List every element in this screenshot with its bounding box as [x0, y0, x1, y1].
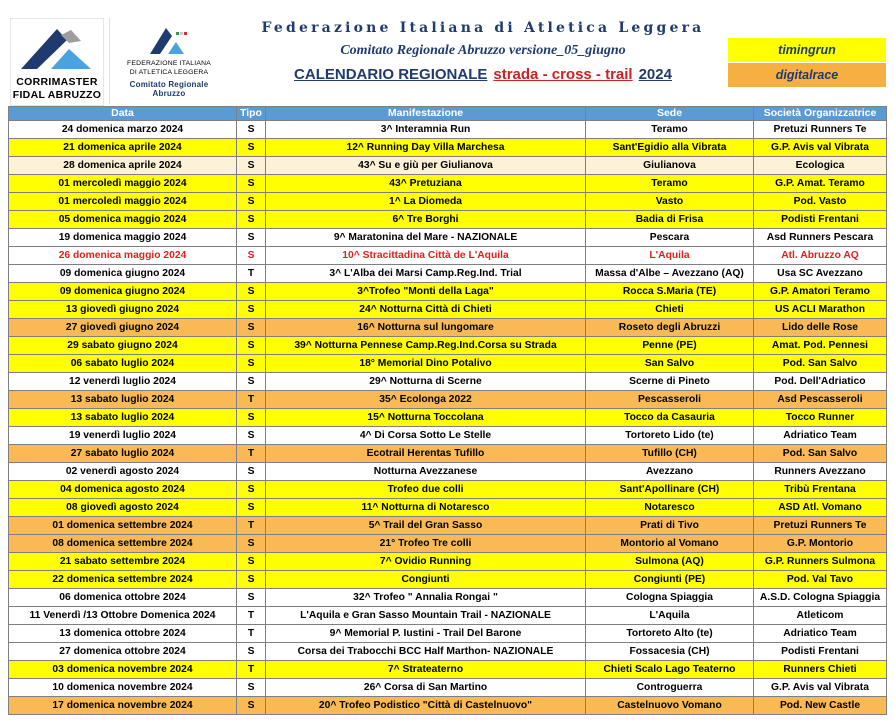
table-row: [9, 517, 887, 535]
cell-societa: G.P. Runners Sulmona: [754, 553, 887, 571]
cell-tipo: S: [237, 319, 266, 337]
cell-data: 13 domenica ottobre 2024: [9, 625, 237, 643]
cell-data: 13 sabato luglio 2024: [9, 391, 237, 409]
cell-manifestazione: 12^ Running Day Villa Marchesa: [266, 139, 586, 157]
cell-manifestazione: 26^ Corsa di San Martino: [266, 679, 586, 697]
cell-tipo: S: [237, 121, 266, 139]
cell-societa: Pretuzi Runners Te: [754, 517, 887, 535]
cell-sede: Montorio al Vomano: [586, 535, 754, 553]
cell-manifestazione: 3^ Interamnia Run: [266, 121, 586, 139]
cell-sede: L'Aquila: [586, 247, 754, 265]
cell-tipo: S: [237, 427, 266, 445]
cell-sede: Chieti Scalo Lago Teaterno: [586, 661, 754, 679]
cell-data: 06 sabato luglio 2024: [9, 355, 237, 373]
cell-societa: Lido delle Rose: [754, 319, 887, 337]
calendar-table: [8, 106, 887, 715]
timingrun-tag: timingrun: [728, 38, 886, 62]
cell-tipo: S: [237, 355, 266, 373]
table-row: [9, 571, 887, 589]
cell-data: 09 domenica giugno 2024: [9, 283, 237, 301]
cell-sede: Controguerra: [586, 679, 754, 697]
cell-tipo: S: [237, 247, 266, 265]
cell-societa: Asd Runners Pescara: [754, 229, 887, 247]
cell-sede: Tortoreto Lido (te): [586, 427, 754, 445]
table-row: [9, 355, 887, 373]
table-row: [9, 229, 887, 247]
cell-tipo: T: [237, 445, 266, 463]
mountain-logo-icon: [11, 21, 103, 77]
calendar-title-year: 2024: [638, 66, 672, 83]
cell-manifestazione: 21° Trofeo Tre colli: [266, 535, 586, 553]
table-row: [9, 427, 887, 445]
table-row: [9, 319, 887, 337]
cell-data: 19 domenica maggio 2024: [9, 229, 237, 247]
cell-sede: Scerne di Pineto: [586, 373, 754, 391]
table-row: [9, 553, 887, 571]
cell-sede: Teramo: [586, 121, 754, 139]
cell-data: 21 sabato settembre 2024: [9, 553, 237, 571]
cell-manifestazione: 11^ Notturna di Notaresco: [266, 499, 586, 517]
cell-manifestazione: 29^ Notturna di Scerne: [266, 373, 586, 391]
logo-line-2: FIDAL ABRUZZO: [12, 89, 102, 101]
cell-data: 01 mercoledì maggio 2024: [9, 193, 237, 211]
fidal-logo: [109, 18, 222, 104]
column-header-tipo: Tipo: [237, 107, 266, 121]
column-header-manifestazione: Manifestazione: [266, 107, 586, 121]
cell-societa: Pod. Dell'Adriatico: [754, 373, 887, 391]
cell-data: 26 domenica maggio 2024: [9, 247, 237, 265]
cell-societa: Asd Pescasseroli: [754, 391, 887, 409]
table-row: [9, 175, 887, 193]
fidal-emblem-icon: [110, 20, 222, 58]
cell-tipo: S: [237, 553, 266, 571]
cell-manifestazione: 15^ Notturna Toccolana: [266, 409, 586, 427]
table-row: [9, 157, 887, 175]
cell-sede: Giulianova: [586, 157, 754, 175]
cell-tipo: T: [237, 661, 266, 679]
cell-societa: Atl. Abruzzo AQ: [754, 247, 887, 265]
cell-societa: Pod. Val Tavo: [754, 571, 887, 589]
cell-sede: Cologna Spiaggia: [586, 589, 754, 607]
corrimaster-logo: [10, 18, 104, 106]
cell-data: 12 venerdì luglio 2024: [9, 373, 237, 391]
cell-sede: Badia di Frisa: [586, 211, 754, 229]
cell-sede: Avezzano: [586, 463, 754, 481]
cell-data: 13 giovedì giugno 2024: [9, 301, 237, 319]
cell-data: 04 domenica agosto 2024: [9, 481, 237, 499]
cell-tipo: S: [237, 679, 266, 697]
cell-societa: Podisti Frentani: [754, 643, 887, 661]
column-header-data: Data: [9, 107, 237, 121]
cell-manifestazione: L'Aquila e Gran Sasso Mountain Trail - NAZIONALE: [266, 607, 586, 625]
table-row: [9, 463, 887, 481]
federation-title: Federazione Italiana di Atletica Leggera: [261, 20, 705, 36]
cell-societa: G.P. Amatori Teramo: [754, 283, 887, 301]
table-row: [9, 283, 887, 301]
table-row: [9, 121, 887, 139]
cell-sede: Tocco da Casauria: [586, 409, 754, 427]
cell-data: 06 domenica ottobre 2024: [9, 589, 237, 607]
table-row: [9, 625, 887, 643]
table-row: [9, 139, 887, 157]
cell-data: 19 venerdì luglio 2024: [9, 427, 237, 445]
cell-tipo: S: [237, 211, 266, 229]
cell-societa: Pod. San Salvo: [754, 445, 887, 463]
cell-societa: Atleticom: [754, 607, 887, 625]
cell-manifestazione: 1^ La Diomeda: [266, 193, 586, 211]
cell-manifestazione: Notturna Avezzanese: [266, 463, 586, 481]
cell-tipo: S: [237, 139, 266, 157]
digitalrace-tag: digitalrace: [728, 63, 886, 87]
column-header-societa: Società Organizzatrice: [754, 107, 887, 121]
cell-societa: ASD Atl. Vomano: [754, 499, 887, 517]
table-row: [9, 211, 887, 229]
cell-data: 13 sabato luglio 2024: [9, 409, 237, 427]
cell-societa: A.S.D. Cologna Spiaggia: [754, 589, 887, 607]
cell-data: 29 sabato giugno 2024: [9, 337, 237, 355]
logo2-line-3: Comitato Regionale Abruzzo: [129, 80, 209, 98]
cell-data: 27 sabato luglio 2024: [9, 445, 237, 463]
cell-manifestazione: 32^ Trofeo " Annalia Rongai ": [266, 589, 586, 607]
table-row: [9, 661, 887, 679]
cell-data: 17 domenica novembre 2024: [9, 697, 237, 715]
cell-tipo: S: [237, 697, 266, 715]
cell-tipo: T: [237, 517, 266, 535]
cell-societa: Podisti Frentani: [754, 211, 887, 229]
cell-sede: Penne (PE): [586, 337, 754, 355]
cell-manifestazione: 7^ Ovidio Running: [266, 553, 586, 571]
cell-tipo: T: [237, 607, 266, 625]
logo2-line-2: DI ATLETICA LEGGERA: [129, 69, 209, 76]
cell-data: 27 domenica ottobre 2024: [9, 643, 237, 661]
cell-data: 24 domenica marzo 2024: [9, 121, 237, 139]
cell-tipo: S: [237, 409, 266, 427]
cell-sede: Congiunti (PE): [586, 571, 754, 589]
cell-data: 08 giovedì agosto 2024: [9, 499, 237, 517]
cell-sede: San Salvo: [586, 355, 754, 373]
cell-manifestazione: 43^ Su e giù per Giulianova: [266, 157, 586, 175]
cell-data: 21 domenica aprile 2024: [9, 139, 237, 157]
cell-data: 08 domenica settembre 2024: [9, 535, 237, 553]
cell-tipo: S: [237, 535, 266, 553]
table-row: [9, 373, 887, 391]
cell-manifestazione: 6^ Tre Borghi: [266, 211, 586, 229]
cell-manifestazione: Trofeo due colli: [266, 481, 586, 499]
cell-sede: Teramo: [586, 175, 754, 193]
cell-manifestazione: 3^Trofeo "Monti della Laga": [266, 283, 586, 301]
cell-sede: Castelnuovo Vomano: [586, 697, 754, 715]
cell-manifestazione: 5^ Trail del Gran Sasso: [266, 517, 586, 535]
cell-sede: Notaresco: [586, 499, 754, 517]
table-row: [9, 535, 887, 553]
table-row: [9, 265, 887, 283]
cell-societa: G.P. Montorio: [754, 535, 887, 553]
cell-sede: Tufillo (CH): [586, 445, 754, 463]
cell-data: 22 domenica settembre 2024: [9, 571, 237, 589]
cell-societa: Ecologica: [754, 157, 887, 175]
cell-societa: Usa SC Avezzano: [754, 265, 887, 283]
cell-sede: Prati di Tivo: [586, 517, 754, 535]
cell-sede: L'Aquila: [586, 607, 754, 625]
cell-tipo: S: [237, 193, 266, 211]
cell-manifestazione: 4^ Di Corsa Sotto Le Stelle: [266, 427, 586, 445]
cell-manifestazione: Corsa dei Trabocchi BCC Half Marthon- NAZIONALE: [266, 643, 586, 661]
cell-tipo: S: [237, 571, 266, 589]
table-row: [9, 499, 887, 517]
table-row: [9, 607, 887, 625]
cell-tipo: S: [237, 283, 266, 301]
cell-manifestazione: 35^ Ecolonga 2022: [266, 391, 586, 409]
cell-tipo: S: [237, 481, 266, 499]
cell-data: 05 domenica maggio 2024: [9, 211, 237, 229]
cell-sede: Massa d'Albe – Avezzano (AQ): [586, 265, 754, 283]
cell-manifestazione: 10^ Stracittadina Città de L'Aquila: [266, 247, 586, 265]
cell-sede: Chieti: [586, 301, 754, 319]
cell-tipo: S: [237, 337, 266, 355]
table-row: [9, 445, 887, 463]
cell-tipo: T: [237, 625, 266, 643]
table-row: [9, 247, 887, 265]
cell-societa: Pretuzi Runners Te: [754, 121, 887, 139]
cell-data: 10 domenica novembre 2024: [9, 679, 237, 697]
cell-manifestazione: 9^ Maratonina del Mare - NAZIONALE: [266, 229, 586, 247]
cell-data: 02 venerdì agosto 2024: [9, 463, 237, 481]
cell-tipo: T: [237, 265, 266, 283]
table-row: [9, 697, 887, 715]
cell-data: 28 domenica aprile 2024: [9, 157, 237, 175]
cell-manifestazione: 9^ Memorial P. Iustini - Trail Del Barone: [266, 625, 586, 643]
cell-manifestazione: 24^ Notturna Città di Chieti: [266, 301, 586, 319]
table-row: [9, 589, 887, 607]
page-header: [0, 0, 894, 105]
cell-sede: Fossacesia (CH): [586, 643, 754, 661]
cell-tipo: S: [237, 499, 266, 517]
table-body: [9, 121, 887, 715]
cell-tipo: S: [237, 175, 266, 193]
calendar-title-type: strada - cross - trail: [493, 66, 633, 83]
cell-tipo: S: [237, 643, 266, 661]
cell-manifestazione: 18° Memorial Dino Potalivo: [266, 355, 586, 373]
cell-sede: Sant'Apollinare (CH): [586, 481, 754, 499]
cell-societa: US ACLI Marathon: [754, 301, 887, 319]
column-header-sede: Sede: [586, 107, 754, 121]
cell-tipo: S: [237, 373, 266, 391]
cell-data: 01 domenica settembre 2024: [9, 517, 237, 535]
cell-societa: G.P. Avis val Vibrata: [754, 679, 887, 697]
calendar-title: [233, 66, 733, 83]
cell-societa: Pod. New Castle: [754, 697, 887, 715]
table-row: [9, 679, 887, 697]
cell-data: 11 Venerdì /13 Ottobre Domenica 2024: [9, 607, 237, 625]
table-row: [9, 643, 887, 661]
cell-sede: Vasto: [586, 193, 754, 211]
cell-manifestazione: 39^ Notturna Pennese Camp.Reg.Ind.Corsa su Strada: [266, 337, 586, 355]
cell-tipo: S: [237, 301, 266, 319]
table-row: [9, 193, 887, 211]
cell-sede: Pescara: [586, 229, 754, 247]
cell-societa: Tribù Frentana: [754, 481, 887, 499]
cell-data: 01 mercoledì maggio 2024: [9, 175, 237, 193]
cell-data: 27 giovedì giugno 2024: [9, 319, 237, 337]
cell-sede: Roseto degli Abruzzi: [586, 319, 754, 337]
cell-societa: G.P. Amat. Teramo: [754, 175, 887, 193]
cell-sede: Tortoreto Alto (te): [586, 625, 754, 643]
cell-manifestazione: Congiunti: [266, 571, 586, 589]
cell-societa: Adriatico Team: [754, 625, 887, 643]
cell-tipo: S: [237, 157, 266, 175]
table-row: [9, 337, 887, 355]
logo-line-1: CORRIMASTER: [16, 76, 98, 88]
cell-tipo: S: [237, 463, 266, 481]
cell-manifestazione: 3^ L'Alba dei Marsi Camp.Reg.Ind. Trial: [266, 265, 586, 283]
version-subtitle: Comitato Regionale Abruzzo versione_05_giugno: [340, 43, 626, 58]
cell-societa: Runners Avezzano: [754, 463, 887, 481]
cell-tipo: S: [237, 229, 266, 247]
cell-manifestazione: 43^ Pretuziana: [266, 175, 586, 193]
calendar-title-main: CALENDARIO REGIONALE: [294, 66, 488, 83]
cell-manifestazione: 16^ Notturna sul lungomare: [266, 319, 586, 337]
table-row: [9, 481, 887, 499]
cell-societa: G.P. Avis val Vibrata: [754, 139, 887, 157]
cell-tipo: T: [237, 391, 266, 409]
cell-data: 09 domenica giugno 2024: [9, 265, 237, 283]
cell-sede: Sant'Egidio alla Vibrata: [586, 139, 754, 157]
table-row: [9, 409, 887, 427]
cell-manifestazione: 7^ Strateaterno: [266, 661, 586, 679]
table-row: [9, 391, 887, 409]
cell-sede: Sulmona (AQ): [586, 553, 754, 571]
table-row: [9, 301, 887, 319]
cell-societa: Pod. Vasto: [754, 193, 887, 211]
cell-manifestazione: 20^ Trofeo Podistico "Città di Castelnuovo": [266, 697, 586, 715]
cell-data: 03 domenica novembre 2024: [9, 661, 237, 679]
cell-societa: Adriatico Team: [754, 427, 887, 445]
cell-manifestazione: Ecotrail Herentas Tufillo: [266, 445, 586, 463]
cell-societa: Amat. Pod. Pennesi: [754, 337, 887, 355]
table-header-row: [9, 107, 887, 121]
cell-societa: Pod. San Salvo: [754, 355, 887, 373]
cell-sede: Rocca S.Maria (TE): [586, 283, 754, 301]
logo2-line-1: FEDERAZIONE ITALIANA: [127, 60, 211, 67]
cell-societa: Tocco Runner: [754, 409, 887, 427]
cell-sede: Pescasseroli: [586, 391, 754, 409]
cell-societa: Runners Chieti: [754, 661, 887, 679]
cell-tipo: S: [237, 589, 266, 607]
